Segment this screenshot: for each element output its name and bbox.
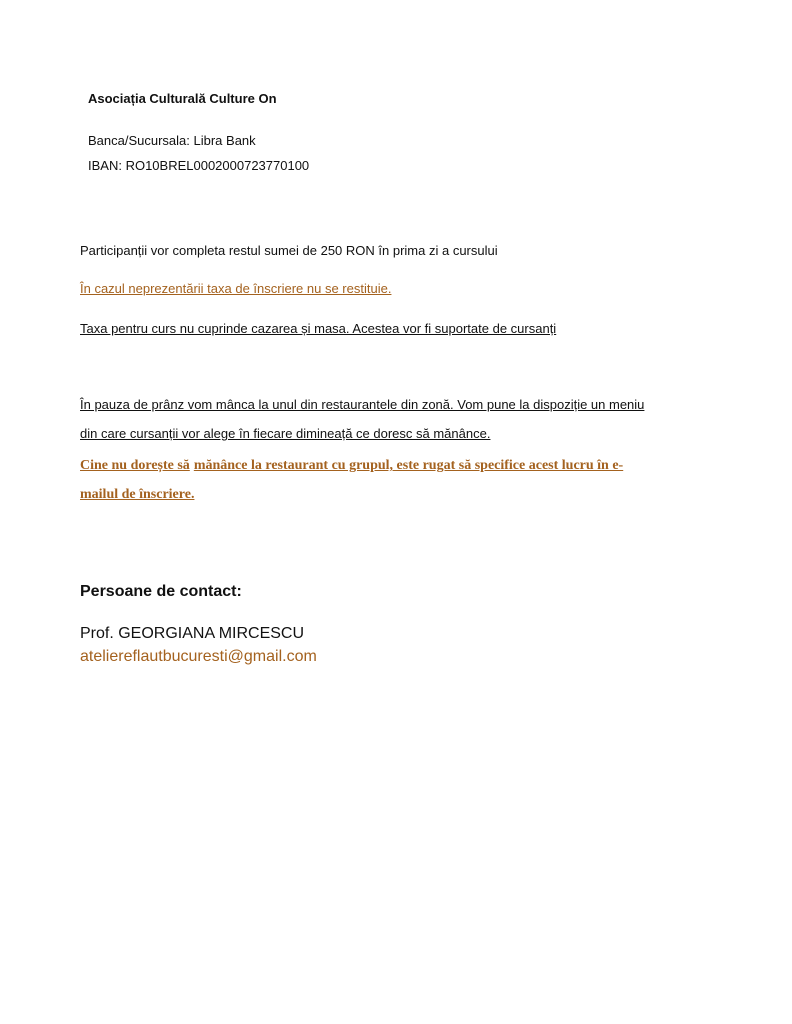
lunch-note-line-2: din care cursanții vor alege în fiecare dimineață ce doresc să mănânce. — [80, 426, 491, 441]
contact-heading: Persoane de contact: — [80, 583, 242, 600]
contact-name: Prof. GEORGIANA MIRCESCU — [80, 625, 305, 642]
refund-note: În cazul neprezentării taxa de înscriere nu se restituie. — [80, 281, 392, 296]
payment-note: Participanții vor completa restul sumei de 250 RON în prima zi a cursului — [80, 243, 498, 258]
optout-part-2: mănânce la restaurant cu grupul, este rugat să specifice acest lucru în e- — [193, 458, 624, 473]
bank-branch: Banca/Sucursala: Libra Bank — [88, 133, 256, 148]
optout-note — [80, 451, 720, 509]
optout-line-1 — [80, 451, 720, 480]
contact-email-link[interactable]: ateliereflautbucuresti@gmail.com — [80, 648, 317, 665]
iban-number: IBAN: RO10BREL0002000723770100 — [88, 158, 310, 173]
organization-name: Asociația Culturală Culture On — [88, 91, 277, 106]
fee-note: Taxa pentru curs nu cuprinde cazarea și masa. Acestea vor fi suportate de cursanți — [80, 321, 557, 336]
optout-line-2: mailul de înscriere. — [80, 487, 195, 502]
lunch-note — [80, 390, 720, 448]
lunch-note-line-1: În pauza de prânz vom mânca la unul din restaurantele din zonă. Vom pune la dispoziție un meniu — [80, 397, 645, 412]
optout-part-1: Cine nu dorește să — [80, 458, 190, 473]
